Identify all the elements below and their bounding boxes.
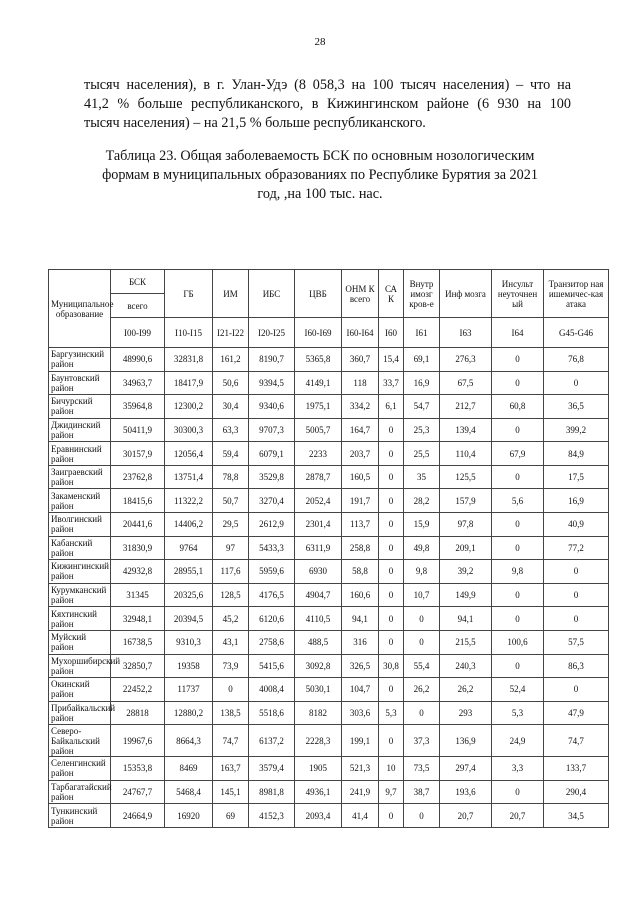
value-cell: 6311,9 xyxy=(295,536,342,560)
value-cell: 5005,7 xyxy=(295,418,342,442)
value-cell: 16738,5 xyxy=(111,630,165,654)
value-cell: 293 xyxy=(440,701,492,725)
value-cell: 20441,6 xyxy=(111,513,165,537)
value-cell: 50,6 xyxy=(213,371,249,395)
region-cell: Иволгинский район xyxy=(49,513,111,537)
value-cell: 11737 xyxy=(165,678,213,702)
value-cell: 334,2 xyxy=(342,395,379,419)
caption-line: Таблица 23. Общая заболеваемость БСК по основным нозологическим xyxy=(105,148,535,164)
region-cell: Заиграевский район xyxy=(49,465,111,489)
value-cell: 0 xyxy=(492,465,544,489)
value-cell: 0 xyxy=(492,513,544,537)
value-cell: 26,2 xyxy=(404,678,440,702)
value-cell: 0 xyxy=(492,371,544,395)
value-cell: 5365,8 xyxy=(295,348,342,372)
value-cell: 63,3 xyxy=(213,418,249,442)
value-cell: 0 xyxy=(379,536,404,560)
value-cell: 15,9 xyxy=(404,513,440,537)
value-cell: 290,4 xyxy=(544,780,609,804)
table-row xyxy=(49,678,609,702)
value-cell: 12300,2 xyxy=(165,395,213,419)
value-cell: 0 xyxy=(379,465,404,489)
value-cell: 100,6 xyxy=(492,630,544,654)
value-cell: 160,6 xyxy=(342,583,379,607)
value-cell: 104,7 xyxy=(342,678,379,702)
region-cell: Баунтовский район xyxy=(49,371,111,395)
header-sak: СА К xyxy=(379,270,404,318)
value-cell: 55,4 xyxy=(404,654,440,678)
value-cell: 0 xyxy=(404,701,440,725)
value-cell: 3529,8 xyxy=(249,465,295,489)
value-cell: 84,9 xyxy=(544,442,609,466)
page-number: 28 xyxy=(314,36,326,48)
value-cell: 54,7 xyxy=(404,395,440,419)
value-cell: 0 xyxy=(379,418,404,442)
value-cell: 20325,6 xyxy=(165,583,213,607)
value-cell: 316 xyxy=(342,630,379,654)
value-cell: 50,7 xyxy=(213,489,249,513)
value-cell: 118 xyxy=(342,371,379,395)
value-cell: 199,1 xyxy=(342,725,379,757)
value-cell: 60,8 xyxy=(492,395,544,419)
value-cell: 0 xyxy=(492,536,544,560)
header-cvb: ЦВБ xyxy=(295,270,342,318)
value-cell: 28818 xyxy=(111,701,165,725)
value-cell: 8981,8 xyxy=(249,780,295,804)
value-cell: 2612,9 xyxy=(249,513,295,537)
value-cell: 69 xyxy=(213,804,249,828)
value-cell: 15353,8 xyxy=(111,757,165,781)
value-cell: 5,3 xyxy=(492,701,544,725)
value-cell: 19967,6 xyxy=(111,725,165,757)
value-cell: 4936,1 xyxy=(295,780,342,804)
value-cell: 1975,1 xyxy=(295,395,342,419)
value-cell: 9310,3 xyxy=(165,630,213,654)
value-cell: 10,7 xyxy=(404,583,440,607)
value-cell: 94,1 xyxy=(440,607,492,631)
value-cell: 2878,7 xyxy=(295,465,342,489)
value-cell: 5468,4 xyxy=(165,780,213,804)
value-cell: 76,8 xyxy=(544,348,609,372)
value-cell: 59,4 xyxy=(213,442,249,466)
value-cell: 30157,9 xyxy=(111,442,165,466)
value-cell: 0 xyxy=(379,678,404,702)
value-cell: 32850,7 xyxy=(111,654,165,678)
table-row xyxy=(49,583,609,607)
region-cell: Северо-Байкальский район xyxy=(49,725,111,757)
value-cell: 30300,3 xyxy=(165,418,213,442)
value-cell: 136,9 xyxy=(440,725,492,757)
code-cell: I60 xyxy=(379,318,404,348)
value-cell: 48990,6 xyxy=(111,348,165,372)
table-row xyxy=(49,560,609,584)
header-onmk: ОНМ К всего xyxy=(342,270,379,318)
value-cell: 3270,4 xyxy=(249,489,295,513)
value-cell: 0 xyxy=(379,607,404,631)
value-cell: 209,1 xyxy=(440,536,492,560)
value-cell: 9394,5 xyxy=(249,371,295,395)
value-cell: 149,9 xyxy=(440,583,492,607)
value-cell: 2758,6 xyxy=(249,630,295,654)
value-cell: 203,7 xyxy=(342,442,379,466)
header-ibs: ИБС xyxy=(249,270,295,318)
value-cell: 3,3 xyxy=(492,757,544,781)
table-row xyxy=(49,465,609,489)
value-cell: 2093,4 xyxy=(295,804,342,828)
value-cell: 5959,6 xyxy=(249,560,295,584)
value-cell: 78,8 xyxy=(213,465,249,489)
value-cell: 0 xyxy=(379,725,404,757)
value-cell: 49,8 xyxy=(404,536,440,560)
value-cell: 0 xyxy=(379,560,404,584)
region-cell: Закаменский район xyxy=(49,489,111,513)
value-cell: 6930 xyxy=(295,560,342,584)
value-cell: 164,7 xyxy=(342,418,379,442)
value-cell: 0 xyxy=(492,348,544,372)
value-cell: 5415,6 xyxy=(249,654,295,678)
value-cell: 13751,4 xyxy=(165,465,213,489)
value-cell: 20394,5 xyxy=(165,607,213,631)
table-row xyxy=(49,536,609,560)
value-cell: 9,7 xyxy=(379,780,404,804)
value-cell: 10 xyxy=(379,757,404,781)
value-cell: 50411,9 xyxy=(111,418,165,442)
value-cell: 3579,4 xyxy=(249,757,295,781)
table-row xyxy=(49,725,609,757)
value-cell: 2052,4 xyxy=(295,489,342,513)
value-cell: 125,5 xyxy=(440,465,492,489)
value-cell: 5433,3 xyxy=(249,536,295,560)
value-cell: 0 xyxy=(379,630,404,654)
region-cell: Кабанский район xyxy=(49,536,111,560)
code-cell: G45-G46 xyxy=(544,318,609,348)
intro-line: тысяч населения), в г. Улан-Удэ (8 058,3 на 100 тысяч населения) – что на xyxy=(84,77,571,93)
value-cell: 6137,2 xyxy=(249,725,295,757)
value-cell: 31830,9 xyxy=(111,536,165,560)
value-cell: 29,5 xyxy=(213,513,249,537)
table-row xyxy=(49,804,609,828)
value-cell: 5518,6 xyxy=(249,701,295,725)
value-cell: 0 xyxy=(492,583,544,607)
region-cell: Мухоршибирский район xyxy=(49,654,111,678)
value-cell: 4110,5 xyxy=(295,607,342,631)
table-row xyxy=(49,701,609,725)
value-cell: 193,6 xyxy=(440,780,492,804)
value-cell: 488,5 xyxy=(295,630,342,654)
value-cell: 241,9 xyxy=(342,780,379,804)
value-cell: 157,9 xyxy=(440,489,492,513)
region-cell: Прибайкальский район xyxy=(49,701,111,725)
header-stroke-unspecified: Инсульт неуточнен ый xyxy=(492,270,544,318)
code-cell: I20-I25 xyxy=(249,318,295,348)
value-cell: 4149,1 xyxy=(295,371,342,395)
value-cell: 4904,7 xyxy=(295,583,342,607)
header-gb: ГБ xyxy=(165,270,213,318)
value-cell: 37,3 xyxy=(404,725,440,757)
value-cell: 0 xyxy=(544,678,609,702)
value-cell: 14406,2 xyxy=(165,513,213,537)
table-row xyxy=(49,654,609,678)
code-cell: I64 xyxy=(492,318,544,348)
value-cell: 43,1 xyxy=(213,630,249,654)
value-cell: 39,2 xyxy=(440,560,492,584)
value-cell: 33,7 xyxy=(379,371,404,395)
value-cell: 34963,7 xyxy=(111,371,165,395)
value-cell: 19358 xyxy=(165,654,213,678)
value-cell: 110,4 xyxy=(440,442,492,466)
value-cell: 4176,5 xyxy=(249,583,295,607)
value-cell: 0 xyxy=(213,678,249,702)
value-cell: 24,9 xyxy=(492,725,544,757)
value-cell: 16,9 xyxy=(544,489,609,513)
value-cell: 45,2 xyxy=(213,607,249,631)
value-cell: 40,9 xyxy=(544,513,609,537)
value-cell: 11322,2 xyxy=(165,489,213,513)
value-cell: 0 xyxy=(544,371,609,395)
region-cell: Селенгинский район xyxy=(49,757,111,781)
value-cell: 240,3 xyxy=(440,654,492,678)
value-cell: 67,9 xyxy=(492,442,544,466)
value-cell: 1905 xyxy=(295,757,342,781)
value-cell: 6,1 xyxy=(379,395,404,419)
value-cell: 20,7 xyxy=(440,804,492,828)
value-cell: 276,3 xyxy=(440,348,492,372)
value-cell: 25,5 xyxy=(404,442,440,466)
table-row xyxy=(49,607,609,631)
value-cell: 97 xyxy=(213,536,249,560)
value-cell: 94,1 xyxy=(342,607,379,631)
value-cell: 41,4 xyxy=(342,804,379,828)
value-cell: 303,6 xyxy=(342,701,379,725)
region-cell: Еравнинский район xyxy=(49,442,111,466)
region-cell: Курумканский район xyxy=(49,583,111,607)
value-cell: 73,9 xyxy=(213,654,249,678)
region-cell: Тарбагатайский район xyxy=(49,780,111,804)
value-cell: 9,8 xyxy=(404,560,440,584)
value-cell: 360,7 xyxy=(342,348,379,372)
code-cell: I10-I15 xyxy=(165,318,213,348)
value-cell: 32948,1 xyxy=(111,607,165,631)
value-cell: 69,1 xyxy=(404,348,440,372)
code-cell: I60-I69 xyxy=(295,318,342,348)
value-cell: 0 xyxy=(492,418,544,442)
value-cell: 18415,6 xyxy=(111,489,165,513)
value-cell: 191,7 xyxy=(342,489,379,513)
value-cell: 215,5 xyxy=(440,630,492,654)
value-cell: 128,5 xyxy=(213,583,249,607)
value-cell: 23762,8 xyxy=(111,465,165,489)
value-cell: 35964,8 xyxy=(111,395,165,419)
value-cell: 58,8 xyxy=(342,560,379,584)
value-cell: 0 xyxy=(544,607,609,631)
value-cell: 15,4 xyxy=(379,348,404,372)
value-cell: 8469 xyxy=(165,757,213,781)
header-brain-infarction: Инф мозга xyxy=(440,270,492,318)
table-row xyxy=(49,395,609,419)
header-im: ИМ xyxy=(213,270,249,318)
value-cell: 0 xyxy=(379,804,404,828)
code-cell: I00-I99 xyxy=(111,318,165,348)
header-bsk-total: всего xyxy=(111,294,165,318)
table-row xyxy=(49,630,609,654)
value-cell: 8190,7 xyxy=(249,348,295,372)
value-cell: 8664,3 xyxy=(165,725,213,757)
value-cell: 0 xyxy=(404,804,440,828)
region-cell: Окинский район xyxy=(49,678,111,702)
header-intracranial: Внутр имозг кров-е xyxy=(404,270,440,318)
value-cell: 3092,8 xyxy=(295,654,342,678)
value-cell: 12880,2 xyxy=(165,701,213,725)
value-cell: 4008,4 xyxy=(249,678,295,702)
region-cell: Тункинский район xyxy=(49,804,111,828)
value-cell: 145,1 xyxy=(213,780,249,804)
value-cell: 86,3 xyxy=(544,654,609,678)
value-cell: 38,7 xyxy=(404,780,440,804)
value-cell: 0 xyxy=(379,489,404,513)
value-cell: 30,8 xyxy=(379,654,404,678)
value-cell: 0 xyxy=(544,583,609,607)
value-cell: 57,5 xyxy=(544,630,609,654)
table-row xyxy=(49,442,609,466)
value-cell: 0 xyxy=(379,442,404,466)
region-cell: Муйский район xyxy=(49,630,111,654)
header-bsk: БСК xyxy=(111,270,165,294)
region-cell: Бичурский район xyxy=(49,395,111,419)
value-cell: 2233 xyxy=(295,442,342,466)
value-cell: 30,4 xyxy=(213,395,249,419)
value-cell: 67,5 xyxy=(440,371,492,395)
value-cell: 8182 xyxy=(295,701,342,725)
value-cell: 258,8 xyxy=(342,536,379,560)
table-row xyxy=(49,371,609,395)
value-cell: 5030,1 xyxy=(295,678,342,702)
value-cell: 18417,9 xyxy=(165,371,213,395)
value-cell: 28,2 xyxy=(404,489,440,513)
region-cell: Баргузинский район xyxy=(49,348,111,372)
value-cell: 9707,3 xyxy=(249,418,295,442)
value-cell: 9,8 xyxy=(492,560,544,584)
caption-line: год, ,на 100 тыс. нас. xyxy=(257,186,383,202)
value-cell: 35 xyxy=(404,465,440,489)
value-cell: 521,3 xyxy=(342,757,379,781)
table-row xyxy=(49,757,609,781)
value-cell: 74,7 xyxy=(213,725,249,757)
value-cell: 113,7 xyxy=(342,513,379,537)
value-cell: 0 xyxy=(379,583,404,607)
region-cell: Джидинский район xyxy=(49,418,111,442)
value-cell: 25,3 xyxy=(404,418,440,442)
value-cell: 32831,8 xyxy=(165,348,213,372)
value-cell: 6079,1 xyxy=(249,442,295,466)
table-row xyxy=(49,418,609,442)
value-cell: 5,3 xyxy=(379,701,404,725)
value-cell: 97,8 xyxy=(440,513,492,537)
value-cell: 0 xyxy=(404,630,440,654)
code-cell: I61 xyxy=(404,318,440,348)
value-cell: 133,7 xyxy=(544,757,609,781)
intro-paragraph xyxy=(84,76,571,133)
value-cell: 12056,4 xyxy=(165,442,213,466)
value-cell: 73,5 xyxy=(404,757,440,781)
value-cell: 160,5 xyxy=(342,465,379,489)
value-cell: 212,7 xyxy=(440,395,492,419)
value-cell: 16,9 xyxy=(404,371,440,395)
value-cell: 4152,3 xyxy=(249,804,295,828)
table-caption xyxy=(90,147,550,204)
value-cell: 0 xyxy=(492,780,544,804)
value-cell: 5,6 xyxy=(492,489,544,513)
value-cell: 42932,8 xyxy=(111,560,165,584)
caption-line: формам в муниципальных образованиях по Республике Бурятия за 2021 xyxy=(102,167,538,183)
value-cell: 0 xyxy=(404,607,440,631)
header-tia: Транзитор ная ишемичес-кая атака xyxy=(544,270,609,318)
value-cell: 399,2 xyxy=(544,418,609,442)
value-cell: 117,6 xyxy=(213,560,249,584)
value-cell: 161,2 xyxy=(213,348,249,372)
value-cell: 36,5 xyxy=(544,395,609,419)
value-cell: 9764 xyxy=(165,536,213,560)
intro-line: тысяч населения) – на 21,5 % больше республиканского. xyxy=(84,115,426,131)
value-cell: 163,7 xyxy=(213,757,249,781)
value-cell: 9340,6 xyxy=(249,395,295,419)
value-cell: 24664,9 xyxy=(111,804,165,828)
value-cell: 0 xyxy=(544,560,609,584)
value-cell: 52,4 xyxy=(492,678,544,702)
value-cell: 24767,7 xyxy=(111,780,165,804)
value-cell: 20,7 xyxy=(492,804,544,828)
table-body xyxy=(49,348,609,828)
value-cell: 0 xyxy=(492,607,544,631)
value-cell: 47,9 xyxy=(544,701,609,725)
header-municipality: Муниципальное образование xyxy=(49,270,111,348)
code-cell: I21-I22 xyxy=(213,318,249,348)
morbidity-table xyxy=(48,269,609,828)
value-cell: 77,2 xyxy=(544,536,609,560)
table-row xyxy=(49,348,609,372)
code-cell: I63 xyxy=(440,318,492,348)
value-cell: 34,5 xyxy=(544,804,609,828)
value-cell: 6120,6 xyxy=(249,607,295,631)
value-cell: 0 xyxy=(492,654,544,678)
value-cell: 2301,4 xyxy=(295,513,342,537)
table-row xyxy=(49,513,609,537)
region-cell: Кяхтинский район xyxy=(49,607,111,631)
value-cell: 326,5 xyxy=(342,654,379,678)
value-cell: 138,5 xyxy=(213,701,249,725)
value-cell: 2228,3 xyxy=(295,725,342,757)
value-cell: 297,4 xyxy=(440,757,492,781)
table-row xyxy=(49,780,609,804)
value-cell: 139,4 xyxy=(440,418,492,442)
value-cell: 16920 xyxy=(165,804,213,828)
value-cell: 22452,2 xyxy=(111,678,165,702)
value-cell: 28955,1 xyxy=(165,560,213,584)
value-cell: 31345 xyxy=(111,583,165,607)
value-cell: 0 xyxy=(379,513,404,537)
table-row xyxy=(49,489,609,513)
intro-line: 41,2 % больше республиканского, в Кижингинском районе (6 930 на 100 xyxy=(84,96,571,112)
region-cell: Кижингинский район xyxy=(49,560,111,584)
value-cell: 26,2 xyxy=(440,678,492,702)
code-cell: I60-I64 xyxy=(342,318,379,348)
value-cell: 17,5 xyxy=(544,465,609,489)
value-cell: 74,7 xyxy=(544,725,609,757)
